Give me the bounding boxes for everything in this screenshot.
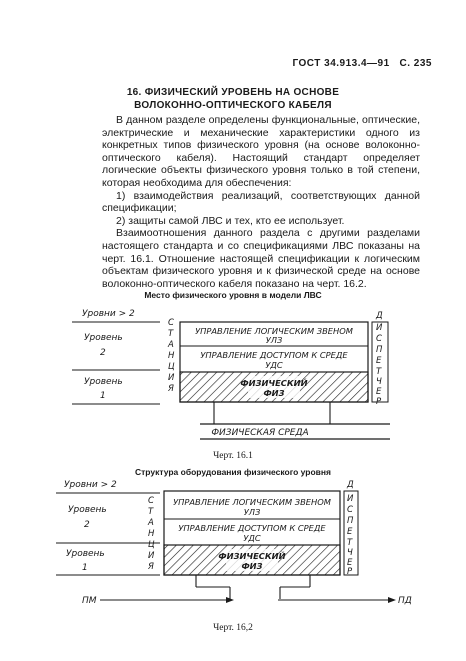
paragraph-item-2: 2) защиты самой ЛВС и тех, кто ее использует. — [116, 214, 345, 227]
fig1-level2-word: Уровень — [84, 333, 123, 343]
fig2-dispatcher-letter: Ч — [347, 548, 353, 558]
fig2-dispatcher-letter: Е — [347, 527, 353, 537]
fig1-phy-abbr: ФИЗ — [263, 388, 285, 398]
fig2-mac-label: УПРАВЛЕНИЕ ДОСТУПОМ К СРЕДЕ — [178, 523, 326, 533]
gost-number: ГОСТ 34.913.4—91 — [292, 58, 390, 69]
figure1-caption: Черт. 16.1 — [213, 451, 253, 461]
fig1-dispatcher-letter: Д — [376, 311, 383, 321]
fig1-station-letter: С — [168, 318, 174, 328]
fig1-llc-label: УПРАВЛЕНИЕ ЛОГИЧЕСКИМ ЗВЕНОМ — [195, 326, 353, 336]
figure2-diagram — [0, 475, 466, 620]
fig2-dispatcher-letter: Т — [347, 538, 353, 548]
fig2-dispatcher-letter: П — [347, 516, 354, 526]
fig2-dispatcher-letter: С — [347, 505, 353, 515]
fig2-station-letter: Я — [148, 562, 154, 572]
fig1-level1-num: 1 — [100, 391, 106, 401]
fig1-station-letter: Я — [168, 384, 174, 394]
fig2-station-letter: Н — [148, 529, 155, 539]
fig2-dispatcher-letter: Д — [347, 480, 354, 490]
fig2-level1-word: Уровень — [66, 549, 105, 559]
figure1-title: Место физического уровня в модели ЛВС — [144, 290, 322, 300]
fig1-station-letter: А — [168, 340, 174, 350]
fig1-medium-label: ФИЗИЧЕСКАЯ СРЕДА — [211, 428, 309, 438]
fig1-station-letter: Ц — [168, 362, 175, 372]
fig1-dispatcher-label — [375, 311, 383, 407]
fig2-pd-label: ПД — [398, 596, 412, 606]
fig1-mac-label: УПРАВЛЕНИЕ ДОСТУПОМ К СРЕДЕ — [200, 350, 348, 360]
fig1-dispatcher-letter: И — [376, 323, 383, 333]
fig2-station-letter: А — [148, 518, 154, 528]
paragraph-item-1: 1) взаимодействия реализаций, соответствующих данной спецификации; — [102, 189, 420, 215]
fig2-dispatcher-letter: Р — [347, 567, 353, 577]
section-title-line2: ВОЛОКОННО-ОПТИЧЕСКОГО КАБЕЛЯ — [134, 100, 332, 111]
fig2-station-letter: Ц — [148, 540, 155, 550]
fig1-station-letter: И — [168, 373, 175, 383]
fig1-dispatcher-letter: П — [376, 345, 383, 355]
section-title — [0, 86, 466, 112]
fig1-phy-label: ФИЗИЧЕСКИЙ — [240, 378, 308, 388]
fig1-dispatcher-letter: Ч — [376, 377, 382, 387]
paragraph-relations: Взаимоотношения данного раздела с другими разделами настоящего стандарта и со спецификациями ЛВС показаны на черт. 16.1. Отношение настоящей спецификации к логическим объектам физического уровня и к физической среде на основе волоконно-оптического кабеля показано на черт. 16.2. — [102, 227, 420, 290]
fig1-llc-abbr: УЛЗ — [265, 335, 283, 345]
fig1-station-letter: Т — [168, 329, 174, 339]
fig2-pm-label: ПМ — [82, 596, 97, 606]
fig2-level2-num: 2 — [84, 520, 90, 530]
fig2-llc-abbr: УЛЗ — [243, 507, 261, 517]
figure2-title: Структура оборудования физического уровня — [135, 467, 331, 477]
fig2-phy-abbr: ФИЗ — [241, 561, 263, 571]
fig1-dispatcher-letter: Е — [376, 387, 382, 397]
fig2-level1-num: 1 — [82, 563, 88, 573]
fig1-level2-num: 2 — [100, 348, 106, 358]
figure1-diagram — [0, 300, 466, 450]
fig1-level1-word: Уровень — [84, 377, 123, 387]
fig1-station-letter: Н — [168, 351, 175, 361]
fig2-station-letter: И — [148, 551, 155, 561]
fig1-dispatcher-letter: Е — [376, 356, 382, 366]
page-header — [292, 58, 432, 69]
fig2-llc-label: УПРАВЛЕНИЕ ЛОГИЧЕСКИМ ЗВЕНОМ — [173, 497, 331, 507]
body-text — [102, 114, 420, 290]
fig2-dispatcher-label — [346, 480, 354, 577]
fig2-station-letter: Т — [148, 507, 154, 517]
fig2-phy-label: ФИЗИЧЕСКИЙ — [218, 551, 286, 561]
fig2-level2-word: Уровень — [68, 505, 107, 515]
fig1-dispatcher-letter: Р — [376, 397, 382, 407]
page-number: С. 235 — [399, 58, 432, 69]
fig1-mac-abbr: УДС — [265, 360, 283, 370]
fig1-station-label — [167, 318, 175, 394]
fig1-dispatcher-letter: Т — [376, 367, 382, 377]
figure2-caption: Черт. 16,2 — [213, 623, 253, 633]
paragraph-intro: В данном разделе определены функциональные, оптические, электрические и механические характеристики одного из конкретных типов физического уровня (на основе волоконно-оптического кабеля). Настоящий стандарт определяет логические объекты физического уровня только в той степени, которая необходима для обеспечения: — [102, 114, 420, 189]
fig2-dispatcher-letter: И — [347, 494, 354, 504]
fig2-levels-gt2: Уровни > 2 — [64, 480, 117, 490]
fig1-dispatcher-letter: С — [376, 334, 382, 344]
fig2-mac-abbr: УДС — [243, 533, 261, 543]
section-title-line1: 16. ФИЗИЧЕСКИЙ УРОВЕНЬ НА ОСНОВЕ — [126, 87, 340, 98]
fig2-station-letter: С — [148, 496, 154, 506]
fig1-levels-gt2: Уровни > 2 — [82, 309, 135, 319]
fig2-dispatcher-letter: Е — [347, 558, 353, 568]
fig2-station-label — [147, 496, 155, 572]
